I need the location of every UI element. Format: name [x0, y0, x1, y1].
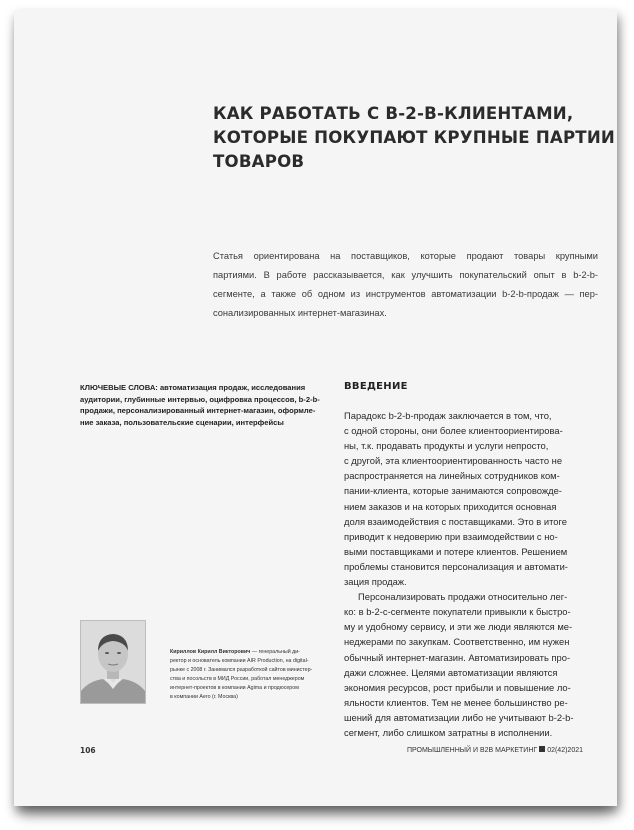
body-line: яльности клиентов. Тем не менее большинство ре- [344, 696, 568, 708]
page-number: 106 [80, 746, 96, 755]
body-line: ны, т.к. продавать продукты и услуги непросто, [344, 440, 549, 452]
keywords-line: продажи, персонализированный интернет-магазин, оформле- [80, 406, 316, 415]
keywords [80, 382, 328, 428]
body-line: экономия ресурсов, рост прибыли и повышение ло- [344, 681, 571, 693]
journal-name: ПРОМЫШЛЕННЫЙ И B2B МАРКЕТИНГ [406, 747, 538, 754]
article-title [213, 102, 616, 174]
body-line: приводит к недоверию при взаимодействии с но- [344, 530, 558, 542]
bio-line: ства и посольств в МИД России, работал менеджером [170, 676, 305, 682]
body-line: с одной стороны, они более клиентоориентирова- [344, 425, 563, 437]
bio-line: рынке с 2008 г. Занимался разработкой сайтов министер- [170, 667, 313, 673]
body-line: распространяется на линейных сотрудников ком- [344, 470, 560, 482]
body-line: ко: в b-2-c-сегменте покупатели привыкли к быстро- [344, 606, 571, 618]
author-bio [170, 648, 330, 702]
article-abstract [213, 247, 598, 323]
abstract-line: партиями. В работе рассказывается, как улучшить покупательский опыт в b-2-b- [213, 270, 598, 280]
title-line: КАК РАБОТАТЬ С B-2-B-КЛИЕНТАМИ, [213, 104, 574, 123]
keywords-line: ние заказа, пользовательские сценарии, интерфейсы [80, 417, 284, 427]
body-line: обычный интернет-магазин. Автоматизировать про- [344, 651, 571, 663]
body-line: му и удобному сервису, и эти же люди являются ме- [344, 621, 573, 633]
body-line: шений для автоматизации либо не учитывают b-2-b- [344, 711, 574, 723]
abstract-line: Статья ориентирована на поставщиков, которые продают товары крупными [213, 251, 598, 261]
section-heading: ВВЕДЕНИЕ [344, 381, 408, 392]
author-photo [80, 620, 146, 704]
body-line: Парадокс b-2-b-продаж заключается в том, что, [344, 410, 552, 421]
keywords-line: КЛЮЧЕВЫЕ СЛОВА: автоматизация продаж, исследования [80, 383, 306, 392]
body-line: нием заказов и на которых приходится основная [344, 500, 557, 512]
body-line: доля взаимодействия с поставщиками. Это в итоге [344, 515, 567, 527]
magazine-page [14, 10, 617, 806]
running-footer [407, 746, 583, 754]
abstract-line: сонализированных интернет-магазинах. [213, 308, 387, 318]
body-line: выми поставщиками и потере клиентов. Решением [344, 545, 568, 557]
body-line: сегмент, либо слишком затратны в исполнении. [344, 726, 553, 738]
body-line: проблемы становится персонализация и автомати- [344, 560, 568, 572]
title-line: ТОВАРОВ [213, 152, 305, 171]
body-text [344, 408, 599, 740]
bio-line: в компании Aero (г. Москва) [170, 694, 238, 700]
author-name: Кириллов Кирилл Викторович [170, 649, 251, 655]
body-line: Персонализировать продажи относительно лег- [358, 591, 568, 603]
author-portrait-image [81, 621, 145, 703]
title-line: КОТОРЫЕ ПОКУПАЮТ КРУПНЫЕ ПАРТИИ [213, 128, 616, 147]
keywords-line: аудитории, глубинные интервью, оцифровка процессов, b-2-b- [80, 394, 320, 404]
issue-number: 02(42)2021 [547, 747, 583, 754]
abstract-line: сегменте, а также об одном из инструментов автоматизации b-2-b-продаж — пер- [213, 289, 598, 299]
body-line: зация продаж. [344, 576, 407, 588]
bio-line: интернет-проектов в компании Agima и продюсером [170, 685, 299, 691]
bio-line-text: — генеральный ди- [250, 649, 300, 655]
square-separator-icon [539, 746, 545, 752]
bio-line: ректор и основатель компании AIR Production, на digital- [170, 658, 309, 664]
body-line: дажи сложнее. Целями автоматизации являются [344, 666, 558, 678]
body-line: неджерами по закупкам. Соответственно, им нужен [344, 636, 570, 648]
bio-line [170, 648, 330, 657]
body-line: пании-клиента, которые занимаются сопровожде- [344, 485, 562, 497]
body-line: с другой, эта клиентоориентированность часто не [344, 455, 563, 467]
